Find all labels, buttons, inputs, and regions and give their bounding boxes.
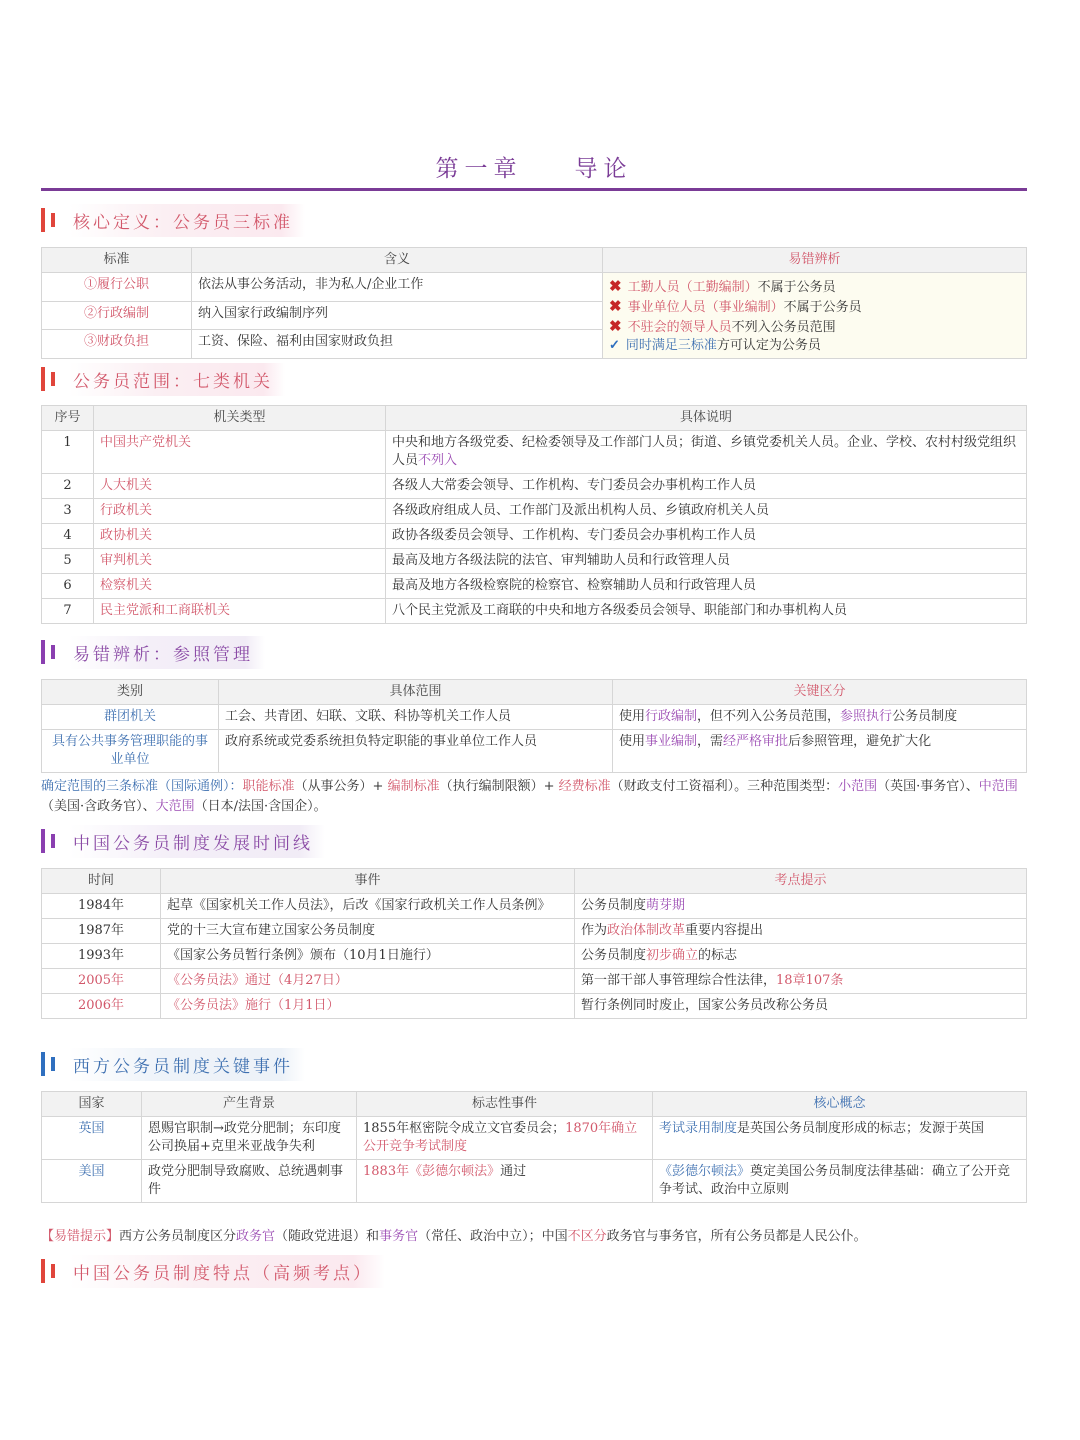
table-row: 2005年 《公务员法》通过（4月27日） 第一部干部人事管理综合性法律，18章107条 [42,969,1027,994]
title-divider [41,188,1027,191]
section-marker [51,645,55,659]
table-row: 群团机关 工会、共青团、妇联、文联、科协等机关工作人员 使用行政编制，但不列入公务员范围，参照执行公务员制度 [42,705,1027,730]
table-row: 具有公共事务管理职能的事业单位 政府系统或党委系统担负特定职能的事业单位工作人员 使用事业编制，需经严格审批后参照管理，避免扩大化 [42,730,1027,773]
cross-icon: ✖ [609,277,622,295]
table-header: 含义 [192,248,603,273]
section-heading-core-definition: 核心定义：公务员三标准 [41,205,305,235]
section-marker [41,208,45,232]
section-marker [51,213,55,227]
section-marker [41,1259,45,1283]
section-marker [51,834,55,848]
table-header: 事件 [161,869,575,894]
chapter-number: 第一章 [435,156,523,182]
table-row: ③财政负担 工资、保险、福利由国家财政负担 [42,330,1027,359]
list-item: ✖ 不驻会的领导人员不列入公务员范围 [609,317,836,335]
section-heading-features: 中国公务员制度特点（高频考点） [41,1256,385,1286]
error-list [603,273,1027,359]
table-row: 1 中国共产党机关 中央和地方各级党委、纪检委领导及工作部门人员；街道、乡镇党委机关人员。企业、学校、农村村级党组织人员不列入 [42,431,1027,474]
table-row: 英国 恩赐官职制→政党分肥制；东印度公司换届+克里米亚战争失利 1855年枢密院令成立文官委员会；1870年确立公开竞争考试制度 考试录用制度是英国公务员制度形成的标志；发源于英国 [42,1117,1027,1160]
section-marker [41,829,45,853]
table-row: 7 民主党派和工商联机关 八个民主党派及工商联的中央和地方各级委员会领导、职能部门和办事机构人员 [42,599,1027,624]
cross-icon: ✖ [609,317,622,335]
table-header: 具体说明 [386,406,1027,431]
section-marker [41,1052,45,1076]
table-row: ①履行公职 依法从事公务活动，非为私人/企业工作 ✖ 工勤人员（工勤编制）不属于公务员 ✖ 事业单位人员（事业编制）不属于公务员 ✖ 不驻会的领导人员不列入公务员范围 ✓ 同时满足三标准方可认定为公务员 [42,273,1027,302]
cross-icon: ✖ [609,297,622,315]
section-marker [51,1057,55,1071]
table-header: 机关类型 [94,406,386,431]
chapter-name: 导论 [574,156,633,182]
section-heading-scope: 公务员范围：七类机关 [41,364,285,394]
table-row: 1984年 起草《国家机关工作人员法》，后改《国家行政机关工作人员条例》 公务员制度萌芽期 [42,894,1027,919]
standards-table [41,247,1027,359]
table-row: 6 检察机关 最高及地方各级检察院的检察官、检察辅助人员和行政管理人员 [42,574,1027,599]
table-header: 核心概念 [653,1092,1027,1117]
section-marker [51,372,55,386]
list-item: ✓ 同时满足三标准方可认定为公务员 [609,338,821,353]
table-header: 类别 [42,680,219,705]
table-header: 序号 [42,406,94,431]
reference-table [41,679,1027,773]
agencies-table [41,405,1027,624]
timeline-table [41,868,1027,1019]
table-header: 标准 [42,248,192,273]
list-item: ✖ 工勤人员（工勤编制）不属于公务员 [609,277,836,295]
western-events-table [41,1091,1027,1203]
table-header: 考点提示 [575,869,1027,894]
table-header: 标志性事件 [357,1092,653,1117]
section-heading-western-events: 西方公务员制度关键事件 [41,1049,305,1079]
table-row: 美国 政党分肥制导致腐败、总统遇刺事件 1883年《彭德尔顿法》通过 《彭德尔顿法》奠定美国公务员制度法律基础：确立了公开竞争考试、政治中立原则 [42,1160,1027,1203]
table-row: 3 行政机关 各级政府组成人员、工作部门及派出机构人员、乡镇政府机关人员 [42,499,1027,524]
page-title [41,150,1027,183]
section-marker [41,640,45,664]
list-item: ✖ 事业单位人员（事业编制）不属于公务员 [609,297,862,315]
table-header: 国家 [42,1092,142,1117]
table-header: 易错辨析 [603,248,1027,273]
table-row: 5 审判机关 最高及地方各级法院的法官、审判辅助人员和行政管理人员 [42,549,1027,574]
table-row: ②行政编制 纳入国家行政编制序列 [42,301,1027,330]
table-header: 具体范围 [219,680,613,705]
table-row: 1993年 《国家公务员暂行条例》颁布（10月1日施行） 公务员制度初步确立的标志 [42,944,1027,969]
table-row: 4 政协机关 政协各级委员会领导、工作机构、专门委员会办事机构工作人员 [42,524,1027,549]
table-row: 2 人大机关 各级人大常委会领导、工作机构、专门委员会办事机构工作人员 [42,474,1027,499]
table-row: 1987年 党的十三大宣布建立国家公务员制度 作为政治体制改革重要内容提出 [42,919,1027,944]
section-marker [51,1264,55,1278]
check-icon: ✓ [609,338,620,353]
table-row: 2006年 《公务员法》施行（1月1日） 暂行条例同时废止，国家公务员改称公务员 [42,994,1027,1019]
section-heading-reference-management: 易错辨析：参照管理 [41,637,265,667]
section-marker [41,367,45,391]
error-tip-note: 【易错提示】西方公务员制度区分政务官（随政党进退）和事务官（常任、政治中立）；中国不区分政务官与事务官，所有公务员都是人民公仆。 [41,1229,867,1244]
table-header: 关键区分 [613,680,1027,705]
section-heading-timeline: 中国公务员制度发展时间线 [41,826,325,856]
table-header: 产生背景 [142,1092,357,1117]
scope-standards-note: 确定范围的三条标准（国际通例）：职能标准（从事公务）+ 编制标准（执行编制限额）+ 经费标准（财政支付工资福利）。三种范围类型：小范围（英国·事务官）、中范围（美国·含政务官）、大范围（日本/法国·含国企）。 [41,779,1018,814]
table-header: 时间 [42,869,161,894]
